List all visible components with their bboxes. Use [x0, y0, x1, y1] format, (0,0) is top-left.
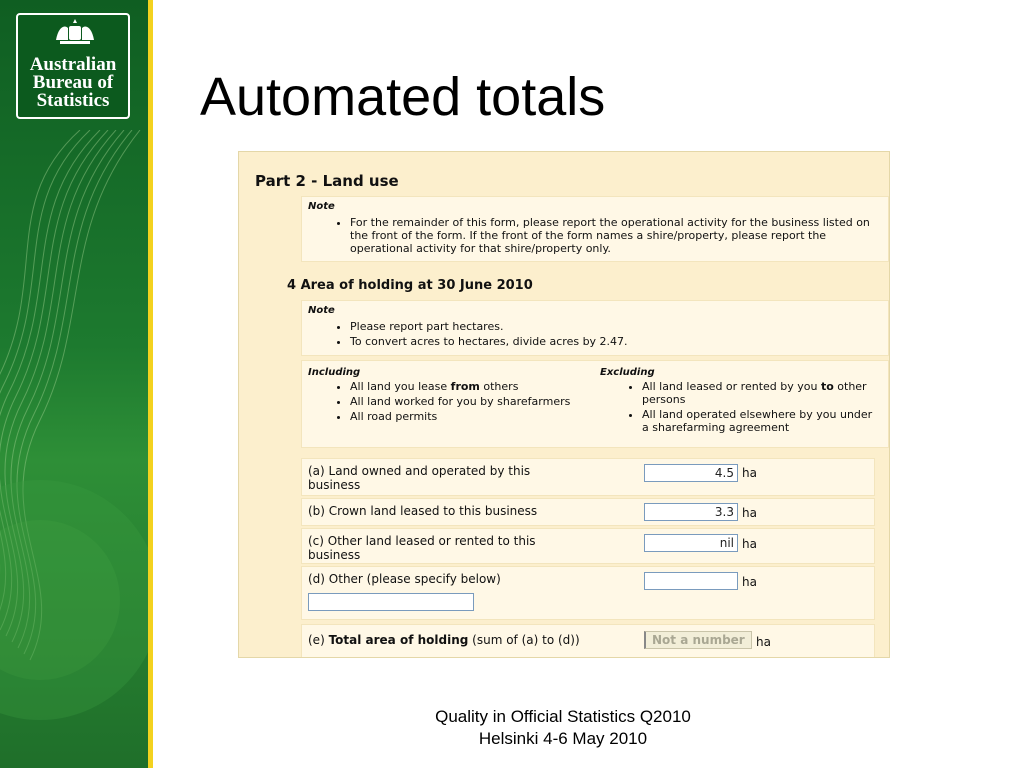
form-row-a — [301, 458, 875, 496]
unit-label: ha — [742, 537, 757, 551]
including-item — [350, 395, 598, 408]
slide-title: Automated totals — [200, 67, 606, 127]
form-row-d — [301, 566, 875, 620]
excluding-title: Excluding — [600, 367, 655, 378]
including-list — [350, 380, 598, 423]
note-bullets — [350, 216, 878, 257]
form-screenshot — [238, 151, 890, 658]
part-heading: Part 2 - Land use — [255, 172, 399, 190]
footer-line-1: Quality in Official Statistics Q2010 — [435, 707, 691, 726]
logo-text-line-2: Bureau of — [32, 72, 114, 93]
sidebar-accent-stripe — [148, 0, 153, 768]
coat-of-arms-icon — [50, 18, 100, 48]
including-item-emphasis: from — [450, 380, 480, 393]
unit-label: ha — [742, 575, 757, 589]
row-e-label — [308, 633, 638, 647]
abs-logo — [16, 13, 130, 119]
land-owned-input[interactable] — [644, 464, 738, 482]
row-e-emphasis: Total area of holding — [328, 633, 469, 647]
logo-text-line-1: Australian — [29, 54, 117, 75]
row-e-suffix: (sum of (a) to (d)) — [468, 633, 580, 647]
footer-line-2: Helsinki 4-6 May 2010 — [478, 729, 648, 748]
note-bullets — [350, 320, 870, 350]
row-a-label: (a) Land owned and operated by this business — [308, 464, 531, 492]
crown-land-input[interactable] — [644, 503, 738, 521]
form-row-c — [301, 528, 875, 564]
including-item-text: All land worked for you by sharefarmers — [350, 395, 571, 408]
sidebar-background — [0, 0, 148, 768]
excluding-item — [642, 380, 882, 406]
unit-label: ha — [742, 506, 757, 520]
slide-footer — [380, 706, 746, 750]
including-item-text: All land you lease — [350, 380, 451, 393]
note-bullet: • To convert acres to hectares, divide acres by 2.47. — [350, 335, 870, 348]
row-d-label: (d) Other (please specify below) — [308, 572, 501, 586]
logo-text-line-3: Statistics — [36, 90, 110, 111]
form-row-b — [301, 498, 875, 526]
other-area-input[interactable] — [644, 572, 738, 590]
excluding-item-text: All land leased or rented by you — [642, 380, 821, 393]
excluding-column — [600, 367, 890, 436]
note-title: Note — [308, 201, 335, 212]
note-bullet: • Please report part hectares. — [350, 320, 870, 333]
unit-label: ha — [742, 466, 757, 480]
form-row-e — [301, 624, 875, 658]
including-title: Including — [308, 367, 361, 378]
note-title: Note — [308, 305, 335, 316]
excluding-item-text: All land operated elsewhere by you under a sharefarming agreement — [642, 408, 873, 434]
question-heading: 4 Area of holding at 30 June 2010 — [287, 278, 533, 293]
excluding-list — [642, 380, 882, 434]
including-item — [350, 410, 598, 423]
decorative-waves — [0, 130, 148, 768]
note-panel — [301, 196, 889, 262]
including-item — [350, 380, 598, 393]
unit-label: ha — [756, 635, 771, 649]
excluding-item — [642, 408, 882, 434]
other-leased-input[interactable] — [644, 534, 738, 552]
excluding-item-text: other persons — [642, 380, 867, 406]
excluding-item-emphasis: to — [820, 380, 834, 393]
row-e-prefix: (e) — [308, 633, 329, 647]
including-item-text: All road permits — [350, 410, 438, 423]
row-b-label: (b) Crown land leased to this business — [308, 504, 538, 518]
note-bullet: • For the remainder of this form, please report the operational activity for the business listed on the front of the form. If the front of the form names a shire/property, please report the operational activity for that shire/property only. — [350, 216, 878, 255]
including-item-text: others — [479, 380, 519, 393]
total-area-output: Not a number — [644, 631, 752, 649]
note-panel — [301, 300, 889, 356]
other-specify-input[interactable] — [308, 593, 474, 611]
row-c-label: (c) Other land leased or rented to this business — [308, 534, 536, 562]
including-excluding-panel — [301, 360, 889, 448]
including-column — [308, 367, 598, 425]
